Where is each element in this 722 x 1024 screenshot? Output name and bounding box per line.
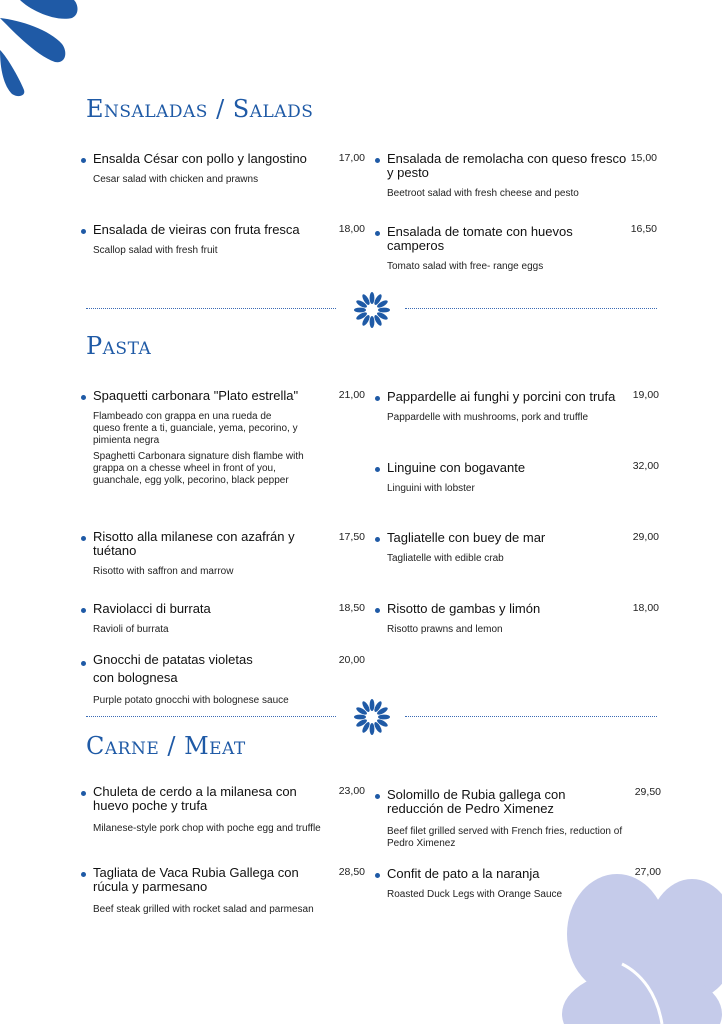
item-name: Chuleta de cerdo a la milanesa con huevo poche y trufa: [93, 784, 297, 813]
item-description: Roasted Duck Legs with Orange Sauce: [387, 889, 563, 900]
item-name: Risotto de gambas y limón: [387, 601, 541, 616]
bullet-icon: [375, 231, 380, 236]
menu-item: [93, 785, 333, 835]
item-price: 18,00: [338, 223, 365, 235]
item-price: 29,50: [634, 786, 661, 798]
petal-decoration-top-left: [0, 0, 90, 100]
item-name: Tagliatelle con buey de mar: [387, 530, 546, 545]
divider-line: [86, 308, 336, 310]
bullet-icon: [81, 872, 86, 877]
menu-item: [93, 152, 338, 186]
item-price: 15,00: [630, 152, 657, 164]
item-name: Spaquetti carbonara "Plato estrella": [93, 388, 299, 403]
item-description: Tagliatelle with edible crab: [387, 553, 504, 564]
menu-item: [93, 866, 333, 916]
section-title-salads: Ensaladas / Salads: [86, 95, 314, 123]
item-name: Risotto alla milanese con azafrán y tuétano: [93, 529, 295, 558]
item-price: 18,00: [632, 602, 659, 614]
item-description: Milanese-style pork chop with poche egg and truffle: [93, 823, 321, 834]
menu-item: [387, 867, 627, 901]
item-name: Ensalada de tomate con huevos camperos: [387, 224, 573, 253]
menu-item: [387, 152, 632, 200]
item-description: Ravioli of burrata: [93, 624, 169, 635]
item-description: Spaghetti Carbonara signature dish flambe with grappa on a chesse wheel in front of you, guanchale, egg yolk, pecorino, black pepper: [93, 451, 304, 486]
item-description: Tomato salad with free- range eggs: [387, 261, 544, 272]
menu-item: [93, 223, 338, 257]
flower-ornament-icon: [352, 290, 392, 330]
bullet-icon: [81, 158, 86, 163]
item-description: Cesar salad with chicken and prawns: [93, 174, 259, 185]
bullet-icon: [81, 661, 86, 666]
item-price: 32,00: [632, 460, 659, 472]
menu-item: [93, 389, 318, 487]
item-price: 29,00: [632, 531, 659, 543]
menu-item: [387, 461, 632, 495]
bullet-icon: [375, 873, 380, 878]
item-price: 19,00: [632, 389, 659, 401]
bullet-icon: [81, 229, 86, 234]
menu-item: [387, 225, 602, 273]
item-name: Solomillo de Rubia gallega con reducción de Pedro Ximenez: [387, 787, 566, 816]
bullet-icon: [375, 396, 380, 401]
item-name: Linguine con bogavante: [387, 460, 526, 475]
item-description: Pappardelle with mushrooms, pork and truffle: [387, 412, 589, 423]
item-price: 20,00: [338, 654, 365, 666]
item-name: Pappardelle ai funghi y porcini con trufa: [387, 389, 616, 404]
item-price: 21,00: [338, 389, 365, 401]
menu-item: [93, 651, 289, 707]
bullet-icon: [375, 158, 380, 163]
menu-item: [387, 390, 632, 424]
flower-ornament-icon: [352, 697, 392, 737]
item-name: Gnocchi de patatas violetas con bolognesa: [93, 652, 253, 685]
bullet-icon: [81, 608, 86, 613]
item-description: Risotto with saffron and marrow: [93, 566, 234, 577]
menu-item: [93, 530, 303, 578]
item-name: Confit de pato a la naranja: [387, 866, 540, 881]
item-description: Beef filet grilled served with French fries, reduction of Pedro Ximenez: [387, 826, 623, 849]
menu-item: [387, 788, 627, 850]
item-description: Purple potato gnocchi with bolognese sauce: [93, 695, 289, 706]
item-price: 17,00: [338, 152, 365, 164]
bullet-icon: [375, 467, 380, 472]
item-description: Linguini with lobster: [387, 483, 475, 494]
item-name: Ensalada de vieiras con fruta fresca: [93, 222, 300, 237]
item-price: 17,50: [338, 531, 365, 543]
bullet-icon: [81, 395, 86, 400]
item-price: 23,00: [338, 785, 365, 797]
item-price: 18,50: [338, 602, 365, 614]
bullet-icon: [375, 537, 380, 542]
divider-line: [86, 716, 336, 718]
item-description: Scallop salad with fresh fruit: [93, 245, 218, 256]
item-price: 27,00: [634, 866, 661, 878]
item-price: 16,50: [630, 223, 657, 235]
divider-line: [405, 308, 657, 310]
item-description-es: Flambeado con grappa en una rueda de queso frente a ti, guanciale, yema, pecorino, y pimienta negra: [93, 411, 298, 446]
divider-line: [405, 716, 657, 718]
section-title-pasta: Pasta: [86, 332, 152, 360]
item-price: 28,50: [338, 866, 365, 878]
menu-item: [93, 602, 338, 636]
section-title-meat: Carne / Meat: [86, 732, 246, 760]
item-name: Tagliata de Vaca Rubia Gallega con rúcula y parmesano: [93, 865, 299, 894]
bullet-icon: [375, 608, 380, 613]
item-name: Ensalada de remolacha con queso fresco y pesto: [387, 151, 627, 180]
bullet-icon: [375, 794, 380, 799]
menu-item: [387, 531, 632, 565]
bullet-icon: [81, 791, 86, 796]
menu-item: [387, 602, 632, 636]
item-description: Risotto prawns and lemon: [387, 624, 503, 635]
bullet-icon: [81, 536, 86, 541]
item-description: Beetroot salad with fresh cheese and pesto: [387, 188, 579, 199]
item-name: Raviolacci di burrata: [93, 601, 211, 616]
item-description: Beef steak grilled with rocket salad and parmesan: [93, 904, 314, 915]
item-name: Ensalda César con pollo y langostino: [93, 151, 307, 166]
